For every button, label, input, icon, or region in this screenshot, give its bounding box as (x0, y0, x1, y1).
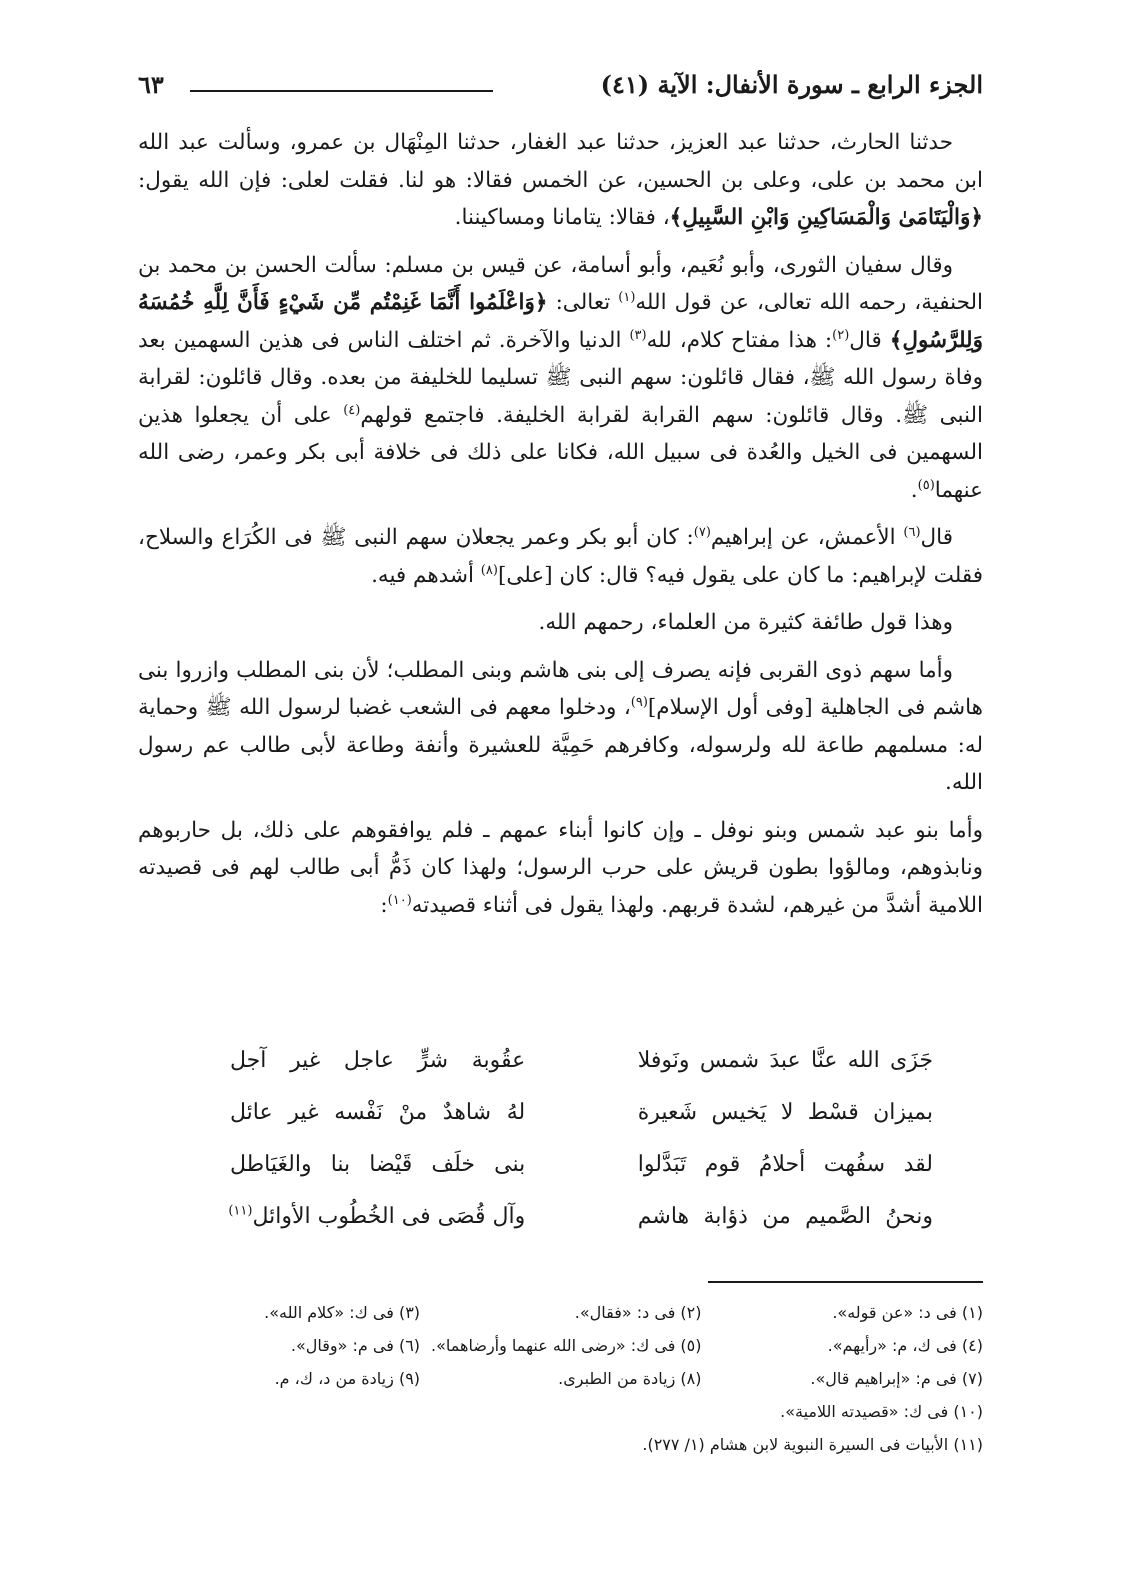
footnote-ref: (٤) (343, 402, 361, 418)
footnote-row (130, 1428, 983, 1461)
paragraph-1: حدثنا الحارث، حدثنا عبد العزيز، حدثنا عبد الغفار، حدثنا المِنْهَال بن عمرو، وسألت عبد الله ابن محمد بن على، وعلى بن الحسين، عن الخمس فقالا: هو لنا. فقلت لعلى: فإن الله يقول: ﴿وَالْيَتَامَىٰ وَالْمَسَاكِينِ وَابْنِ السَّبِيلِ﴾، فقالا: يتامانا ومساكيننا. (138, 130, 983, 230)
poem-verse (230, 1152, 933, 1204)
page-number: ٦٣ (138, 70, 164, 99)
footnote-ref: (٢) (832, 327, 850, 343)
first-hemistich: لقد سفُهت أحلامُ قوم تَبَدَّلوا (637, 1152, 933, 1177)
paragraph-3: قال$^{(٦)}$ الأعمش، عن إبراهيم$^{(٧)}$: كان أبو بكر وعمر يجعلان سهم النبى ﷺ فى الكُرَاع والسلاح، فقلت لإبراهيم: ما كان على يقول فيه؟ قال: كان [على]$^{(٨)}$ أشدهم فيه. (138, 524, 983, 588)
second-hemistich: لهُ شاهدٌ منْ نَفْسه غير عائل (230, 1100, 526, 1125)
poem-verse (230, 1204, 933, 1256)
footnote: (١١) الأبيات فى السيرة النبوية لابن هشام (١/ ٢٧٧). (642, 1435, 983, 1454)
quran-quote: ﴿وَاعْلَمُوا أَنَّمَا غَنِمْتُم مِّن شَيْءٍ فَأَنَّ لِلَّهِ خُمُسَهُ وَلِلرَّسُولِ﴾ (138, 290, 983, 353)
footnote: (١) فى د: «عن قوله». (832, 1303, 983, 1322)
footnote: (٩) زيادة من د، ك، م. (274, 1369, 421, 1388)
poem-verse (230, 1048, 933, 1100)
paragraph-4: وهذا قول طائفة كثيرة من العلماء، رحمهم الله. (538, 610, 953, 635)
footnote-row (130, 1362, 983, 1395)
footnote: (٣) فى ك: «كلام الله». (264, 1303, 421, 1322)
footnote-ref: (٩) (630, 694, 648, 710)
paragraph-2: وقال سفيان الثورى، وأبو نُعَيم، وأبو أسامة، عن قيس بن مسلم: سألت الحسن بن محمد بن الحنفية، رحمه الله تعالى، عن قول الله$^{(١)}$ تعالى: ﴿وَاعْلَمُوا أَنَّمَا غَنِمْتُم مِّن شَيْءٍ فَأَنَّ لِلَّهِ خُمُسَهُ وَلِلرَّسُولِ﴾ قال$^{(٢)}$: هذا مفتاح كلام، لله$^{(٣)}$ الدنيا والآخرة. ثم اختلف الناس فى هذين السهمين بعد وفاة رسول الله ﷺ، فقال قائلون: سهم النبى ﷺ تسليما للخليفة من بعده. وقال قائلون: لقرابة النبى ﷺ. وقال قائلون: سهم القرابة لقرابة الخليفة. فاجتمع قولهم$^{(٤)}$ على أن يجعلوا هذين السهمين فى الخيل والعُدة فى سبيل الله، فكانا على ذلك فى خلافة أبى بكر وعمر، رضى الله عنهما$^{(٥)}$. (138, 252, 984, 503)
footnote: (٨) زيادة من الطبرى. (558, 1369, 702, 1388)
paragraph-6: وأما بنو عبد شمس وبنو نوفل ـ وإن كانوا أبناء عمهم ـ فلم يوافقوهم على ذلك، بل حاربوهم ونابذوهم، ومالؤوا بطون قريش على حرب الرسول؛ ولهذا كان ذَمُّ أبى طالب لهم فى قصيدته اللامية أشدَّ من غيرهم، لشدة قربهم. ولهذا يقول فى أثناء قصيدته$^{(١٠)}$: (138, 817, 983, 918)
footnote: (٢) فى د: «فقال». (574, 1303, 702, 1322)
footnote-row (130, 1395, 983, 1428)
footnote: (٥) فى ك: «رضى الله عنهما وأرضاهما». (431, 1336, 702, 1355)
header-rule (190, 90, 493, 92)
body-text (138, 124, 983, 934)
footnote-ref: (٦) (903, 524, 921, 540)
footnote-ref: (٧) (693, 524, 711, 540)
poem-verse (230, 1100, 933, 1152)
footnote: (٤) فى ك، م: «رأيهم». (827, 1336, 983, 1355)
paragraph-5: وأما سهم ذوى القربى فإنه يصرف إلى بنى هاشم وبنى المطلب؛ لأن بنى المطلب وازروا بنى هاشم فى الجاهلية [وفى أول الإسلام]$^{(٩)}$، ودخلوا معهم فى الشعب غضبا لرسول الله ﷺ وحماية له: مسلمهم طاعة لله ولرسوله، وكافرهم حَمِيَّة للعشيرة وأنفة وطاعة لأبى طالب عم رسول الله. (138, 657, 983, 795)
footnote: (١٠) فى ك: «قصيدته اللامية». (780, 1402, 983, 1421)
footnote: (٧) فى م: «إبراهيم قال». (810, 1369, 983, 1388)
footnote-rule (708, 1281, 983, 1283)
poem (230, 1048, 933, 1256)
footnote-row (130, 1296, 983, 1329)
first-hemistich: ونحنُ الصَّميم من ذؤابة هاشم (637, 1204, 933, 1229)
first-hemistich: جَزَى الله عنَّا عبدَ شمس ونَوفلا (637, 1048, 933, 1073)
second-hemistich: بنى خلَف قَيْضا بنا والغَيَاطل (230, 1152, 526, 1177)
first-hemistich: بميزان قسْط لا يَخيس شَعيرة (637, 1100, 933, 1125)
footnote-ref: (٨) (480, 562, 498, 578)
running-head: الجزء الرابع ـ سورة الأنفال: الآية (٤١) (600, 70, 983, 99)
second-hemistich: عقُوبة شرٍّ عاجل غير آجل (230, 1048, 526, 1073)
footnote-ref: (٥) (917, 477, 935, 493)
page-header (138, 70, 983, 110)
quran-quote: ﴿وَالْيَتَامَىٰ وَالْمَسَاكِينِ وَابْنِ السَّبِيلِ﴾ (669, 205, 983, 230)
footnote-ref: (١) (618, 289, 636, 305)
footnotes (130, 1296, 983, 1461)
footnote: (٦) فى م: «وقال». (290, 1336, 421, 1355)
footnote-ref: (١٠) (387, 892, 412, 908)
footnote-ref: (٣) (629, 327, 647, 343)
second-hemistich: وآل قُصَى فى الخُطُوب الأوائل$^{(١١)}$ (228, 1203, 526, 1229)
footnote-ref: (١١) (228, 1203, 253, 1219)
footnote-row (130, 1329, 983, 1362)
